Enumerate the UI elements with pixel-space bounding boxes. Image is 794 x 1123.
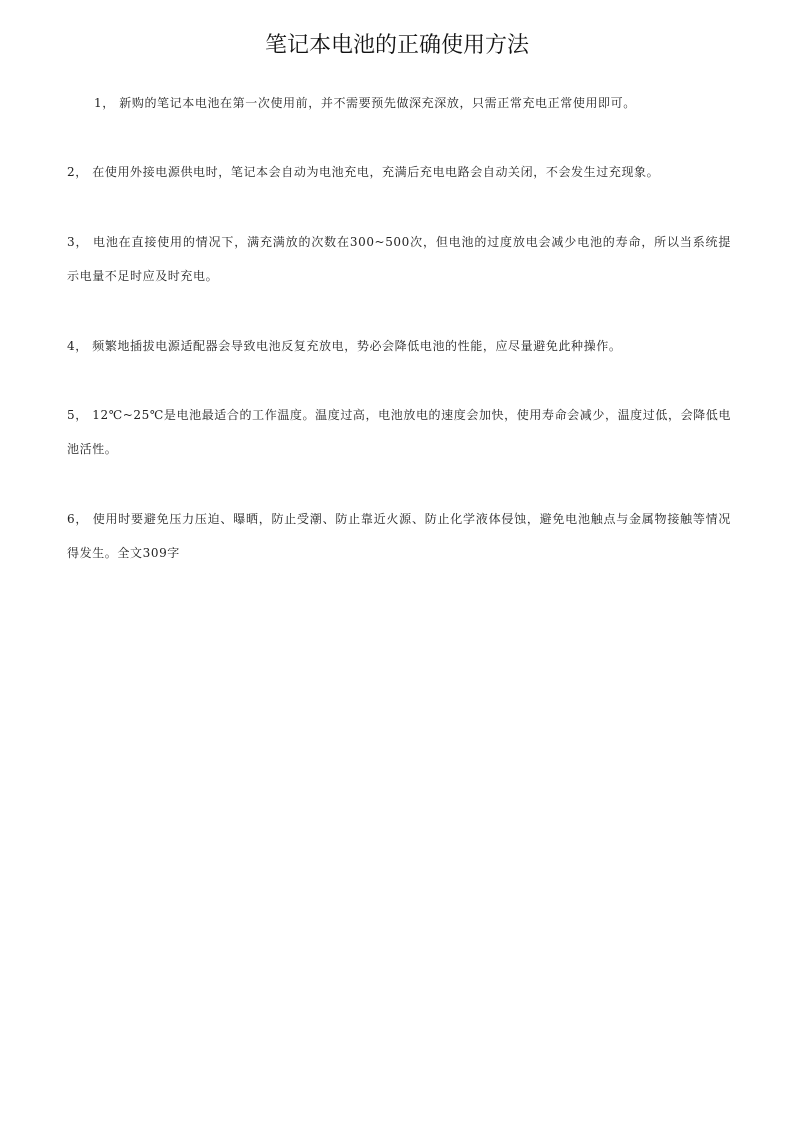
paragraph-5: 5， 12℃~25℃是电池最适合的工作温度。温度过高，电池放电的速度会加快，使用寿命会减少，温度过低，会降低电池活性。: [67, 408, 731, 456]
paragraph-4: 4， 频繁地插拔电源适配器会导致电池反复充放电，势必会降低电池的性能，应尽量避免此种操作。: [67, 339, 622, 353]
paragraph-3: 3， 电池在直接使用的情况下，满充满放的次数在300~500次，但电池的过度放电会减少电池的寿命，所以当系统提示电量不足时应及时充电。: [67, 235, 731, 283]
document-title: 笔记本电池的正确使用方法: [264, 33, 529, 58]
paragraph-6: 6， 使用时要避免压力压迫、曝晒，防止受潮、防止靠近火源、防止化学液体侵蚀，避免电池触点与金属物接触等情况得发生。全文309字: [67, 512, 731, 560]
paragraph-2: 2， 在使用外接电源供电时，笔记本会自动为电池充电，充满后充电电路会自动关闭，不会发生过充现象。: [67, 165, 660, 179]
paragraph-1: 1， 新购的笔记本电池在第一次使用前，并不需要预先做深充深放，只需正常充电正常使用即可。: [94, 96, 636, 110]
